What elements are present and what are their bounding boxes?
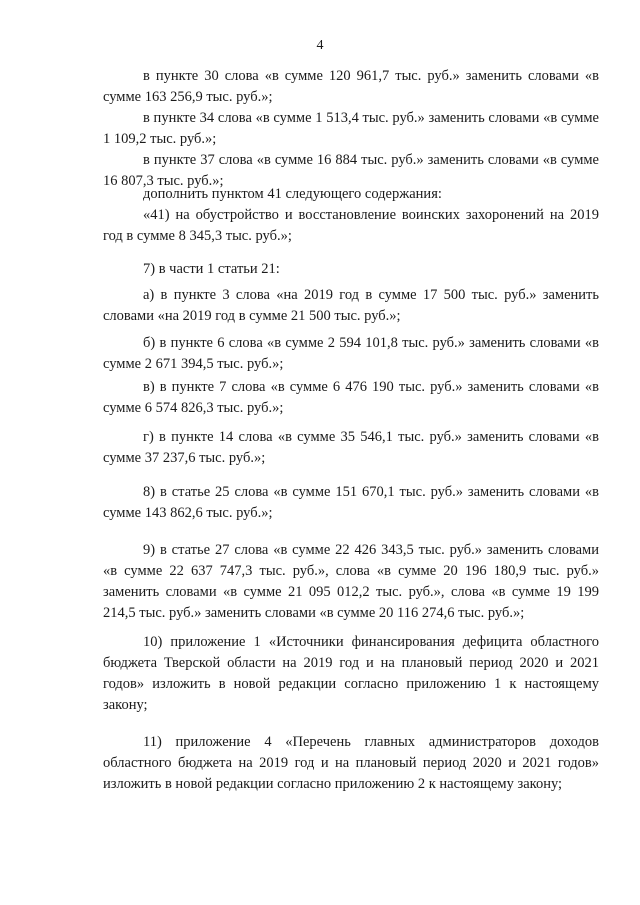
paragraph-section-7: 7) в части 1 статьи 21: <box>143 261 280 277</box>
paragraph-7a: а) в пункте 3 слова «на 2019 год в сумме 17 500 тыс. руб.» заменить словами «на 2019 год в сумме 21 500 тыс. руб.»; <box>103 287 599 324</box>
paragraph-item-37: в пункте 37 слова «в сумме 16 884 тыс. руб.» заменить словами «в сумме 16 807,3 тыс. руб.»; <box>103 152 599 189</box>
paragraph-7v: в) в пункте 7 слова «в сумме 6 476 190 тыс. руб.» заменить словами «в сумме 6 574 826,3 тыс. руб.»; <box>103 379 599 416</box>
paragraph-7g: г) в пункте 14 слова «в сумме 35 546,1 тыс. руб.» заменить словами «в сумме 37 237,6 тыс. руб.»; <box>103 429 599 466</box>
paragraph-item-34: в пункте 34 слова «в сумме 1 513,4 тыс. руб.» заменить словами «в сумме 1 109,2 тыс. руб.»; <box>103 110 599 147</box>
paragraph-section-10: 10) приложение 1 «Источники финансирования дефицита областного бюджета Тверской области на 2019 год и на плановый период 2020 и 2021 годов» изложить в новой редакции согласно приложению 1 к настоящему закону; <box>103 634 599 713</box>
page-number: 4 <box>316 38 324 53</box>
paragraph-7b: б) в пункте 6 слова «в сумме 2 594 101,8 тыс. руб.» заменить словами «в сумме 2 671 394,5 тыс. руб.»; <box>103 335 599 372</box>
paragraph-section-8: 8) в статье 25 слова «в сумме 151 670,1 тыс. руб.» заменить словами «в сумме 143 862,6 тыс. руб.»; <box>103 484 599 521</box>
paragraph-item-30: в пункте 30 слова «в сумме 120 961,7 тыс. руб.» заменить словами «в сумме 163 256,9 тыс. руб.»; <box>103 68 599 105</box>
paragraph-section-9: 9) в статье 27 слова «в сумме 22 426 343,5 тыс. руб.» заменить словами «в сумме 22 637 747,3 тыс. руб.», слова «в сумме 20 196 180,9 тыс. руб.» заменить словами «в сумме 21 095 012,2 тыс. руб.», слова «в сумме 19 199 214,5 тыс. руб.» заменить словами «в сумме 20 116 274,6 тыс. руб.»; <box>103 542 599 621</box>
paragraph-item-41-text: «41) на обустройство и восстановление воинских захоронений на 2019 год в сумме 8 345,3 тыс. руб.»; <box>103 207 599 244</box>
paragraph-add-item-41: дополнить пунктом 41 следующего содержания: <box>143 186 442 202</box>
paragraph-section-11: 11) приложение 4 «Перечень главных администраторов доходов областного бюджета на 2019 год и на плановый период 2020 и 2021 годов» изложить в новой редакции согласно приложению 2 к настоящему закону; <box>103 734 599 792</box>
